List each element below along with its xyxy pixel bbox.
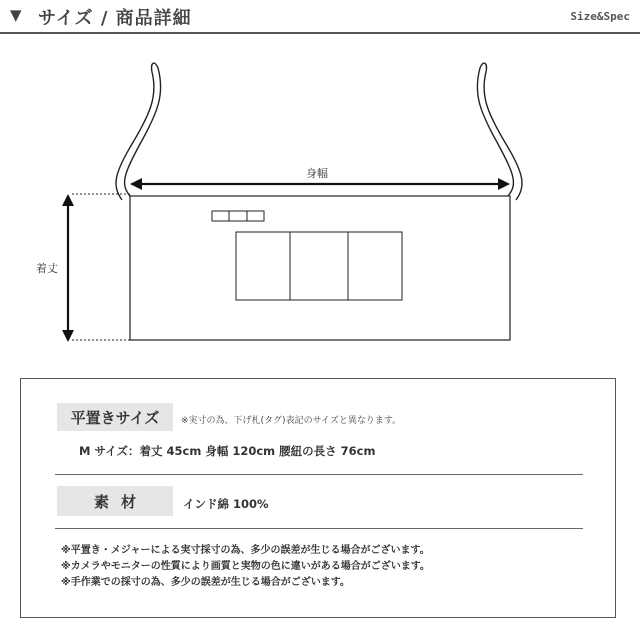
disclaimer-note: ※平置き・メジャーによる実寸採寸の為、多少の誤差が生じる場合がございます。	[61, 545, 430, 556]
section-header	[0, 0, 640, 34]
divider	[55, 474, 583, 475]
front-pocket	[236, 232, 402, 300]
disclaimer-notes	[61, 543, 430, 591]
material-tag: 素材	[57, 486, 173, 516]
triangle-down-icon: ▼	[10, 6, 22, 24]
section-title: サイズ / 商品詳細	[38, 8, 192, 29]
divider	[55, 528, 583, 529]
disclaimer-note: ※手作業での採寸の為、多少の誤差が生じる場合がございます。	[61, 577, 350, 588]
section-subtitle: Size&Spec	[570, 10, 630, 23]
disclaimer-note: ※カメラやモニターの性質により画質と実物の色に違いがある場合がございます。	[61, 561, 430, 572]
flat-size-note: ※実寸の為、下げ札(タグ)表記のサイズと異なります。	[181, 416, 402, 426]
pen-pocket	[212, 211, 264, 221]
size-measurements: M サイズ：着丈 45cm 身幅 120cm 腰紐の長さ 76cm	[79, 444, 376, 458]
flat-size-tag: 平置きサイズ	[57, 403, 173, 431]
spec-panel	[20, 378, 616, 618]
material-value: インド綿 100%	[183, 497, 269, 511]
left-strap	[116, 63, 161, 200]
apron-diagram	[0, 34, 640, 354]
width-label: 身幅	[306, 167, 328, 180]
length-label: 着丈	[36, 262, 58, 275]
